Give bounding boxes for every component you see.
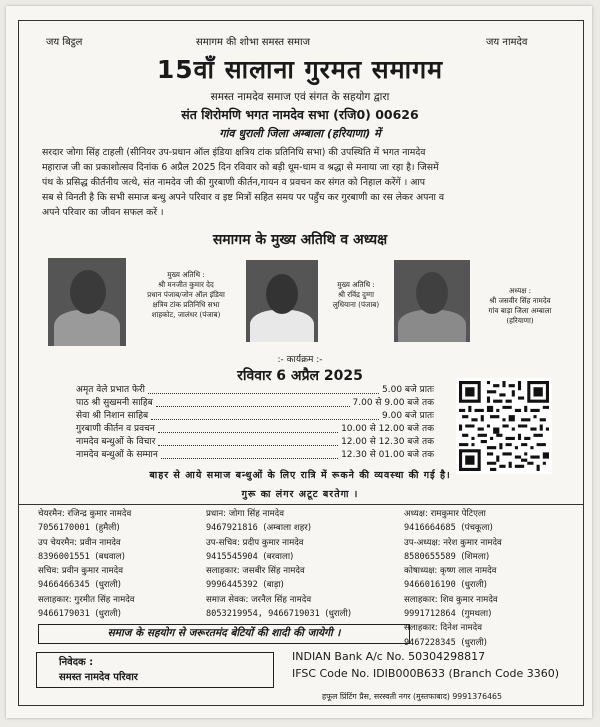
member-title: प्रधान: जोगा सिंह नामदेव: [206, 509, 285, 519]
schedule-time: 5.00 बजे प्रातः: [382, 385, 434, 395]
member-mobile: 9416664685: [404, 523, 456, 534]
member-mobile: 9466466345: [38, 580, 90, 591]
header-left: जय बिट्ठल: [46, 37, 83, 48]
member-place: (शिमला): [461, 551, 490, 562]
member-title: सलाहकार: दिनेश नामदेव: [404, 623, 483, 634]
member-place: (बाड़ा): [263, 580, 284, 591]
guest-role: अध्यक्ष :: [508, 286, 532, 295]
schedule-row: [76, 397, 434, 410]
member-mobile: 8396001551: [38, 551, 90, 562]
nivedak-name: समस्त नामदेव परिवार: [59, 672, 138, 683]
schedule-row: [76, 436, 434, 449]
schedule-time: 12.30 से 01.00 बजे तक: [341, 450, 434, 460]
member-mobile: 9467921816: [206, 523, 258, 534]
guest-photo-2: [246, 260, 318, 342]
bank-ifsc: IFSC Code No. IDIB000B633 (Branch Code 3360): [292, 667, 560, 680]
member-place: (गुमथला): [461, 609, 492, 620]
header-right: जय नामदेव: [486, 37, 528, 48]
schedule-row: [76, 423, 434, 436]
committee-column-1: [38, 507, 135, 621]
schedule-item: पाठ श्री सुखमनी साहिब: [76, 398, 153, 408]
member-place: (हुमैली): [95, 523, 120, 534]
invitation-paragraph: [42, 145, 562, 220]
member-mobile: 9467228345: [404, 637, 456, 648]
program-date: रविवार 6 अप्रैल 2025: [237, 368, 363, 384]
guest-caption-3: [470, 286, 570, 326]
schedule-item: नामदेव बन्धुओं के विचार: [76, 437, 156, 447]
schedule-item: गुरबाणी कीर्तन व प्रवचन: [76, 424, 155, 434]
member-place: (धुराली): [95, 609, 122, 620]
program-schedule: [76, 384, 434, 462]
member-title: उप चेयरमैन: प्रवीन नामदेव: [38, 537, 121, 548]
member-title: सलाहकार: जसबीर सिंह नामदेव: [206, 566, 305, 577]
paragraph-line: सरदार जोगा सिंह टाहली (सीनियर उप-प्रधान ऑल इंडिया क्षत्रिय टांक प्रतिनिधि सभा) की उपस्थिति में भगत नामदेव: [42, 147, 426, 158]
member-title: सलाहकार: गुरमीत सिंह नामदेव: [38, 594, 135, 605]
guest-line: (हरियाणा): [506, 316, 534, 325]
subtitle-venue: गांव धुराली जिला अम्बाला (हरियाणा) में: [219, 127, 381, 140]
member-title: कोषाध्यक्ष: कृष्ण लाल नामदेव: [404, 566, 497, 577]
guest-line: श्री रविंद्र दुग्गा: [338, 290, 374, 299]
section-divider: [18, 504, 584, 505]
nivedak-box: [36, 652, 274, 688]
guest-photo-3: [394, 260, 470, 342]
member-place: (धुराली): [95, 580, 122, 591]
guest-line: गांव बाड़ा जिला अम्बाला: [488, 306, 552, 315]
member-title: सचिव: प्रवीन कुमार नामदेव: [38, 566, 123, 577]
marriage-support-banner: समाज के सहयोग से जरूरतमंद बेटियों की शादी की जायेगी ।: [38, 624, 410, 644]
program-label: :- कार्यक्रम :-: [277, 355, 323, 365]
guest-line: प्रधान पंजाब/जोन ऑल इंडिया: [147, 290, 225, 299]
guest-role: मुख्य अतिथि :: [337, 280, 375, 289]
guest-line: श्री जसवीर सिंह नामदेव: [489, 296, 551, 305]
member-place: (बरवाला): [263, 551, 294, 562]
member-mobile: 8053219954, 9466719031: [206, 609, 320, 620]
paragraph-line: सब से विनती है कि सभी समाज बन्धु अपने परिवार व इष्ट मित्रों सहित समय पर पहुँच कर गुरबाणी का रस लेकर अपना व: [42, 192, 445, 203]
nivedak-label: निवेदक :: [59, 657, 94, 668]
member-mobile: 9996445392: [206, 580, 258, 591]
member-title: उप-अध्यक्ष: नरेश कुमार नामदेव: [404, 537, 502, 548]
header-center: समागम की शोभा समस्त समाज: [196, 37, 311, 48]
paragraph-line: पंथ के प्रसिद्ध कीर्तनीय जत्थे, संत नामदेव जी की गुरबाणी कीर्तन,गायन व प्रवचन कर संगत को निहाल करेंगें । आप: [42, 177, 425, 188]
schedule-row: [76, 449, 434, 462]
guest-line: क्षत्रिय टांक प्रतिनिधि सभा: [152, 300, 220, 309]
guest-caption-1: [126, 270, 246, 320]
member-mobile: 9991712864: [404, 609, 456, 620]
member-place: (पंचकूला): [461, 523, 493, 534]
committee-column-3: [404, 507, 502, 650]
subtitle-organization: संत शिरोमणि भगत नामदेव सभा (रजि0) 00626: [181, 107, 419, 122]
schedule-time: 12.00 से 12.30 बजे तक: [341, 437, 434, 447]
subtitle-sponsor: समस्त नामदेव समाज एवं संगत के सहयोग द्वारा: [210, 91, 390, 103]
schedule-row: [76, 410, 434, 423]
member-mobile: 9415545904: [206, 551, 258, 562]
committee-column-2: [206, 507, 351, 621]
member-title: चेयरमैन: रजिन्द्र कुमार नामदेव: [38, 509, 132, 519]
guest-role: मुख्य अतिथि :: [167, 270, 205, 279]
schedule-time: 10.00 से 12.00 बजे तक: [341, 424, 434, 434]
qr-code[interactable]: [456, 378, 552, 474]
schedule-time: 9.00 बजे प्रातः: [382, 411, 434, 421]
member-mobile: 9466016190: [404, 580, 456, 591]
member-mobile: 8580655589: [404, 551, 456, 562]
poster-title: 15वाँ सालाना गुरमत समागम: [156, 55, 444, 84]
guest-line: श्री मनजीत कुमार देद: [158, 280, 214, 289]
guest-photo-1: [48, 258, 126, 346]
langar-notice: गुरू का लंगर अटूट बरतेगा ।: [241, 489, 359, 500]
paragraph-line: महाराज जी का प्रकाशोत्सव दिनांक 6 अप्रैल 2025 दिन रविवार को बड़ी धूम-धाम व श्रद्धा से मनाया जा रहा है। जिसमें: [42, 162, 439, 173]
guest-line: लुधियाना (पंजाब): [332, 300, 380, 309]
member-place: (धुराली): [461, 637, 488, 648]
bank-details: [292, 648, 559, 682]
guest-line: शाहकोट, जालंधर (पंजाब): [151, 310, 221, 319]
member-place: (धुराली): [461, 580, 488, 591]
member-title: सलाहकार: शिव कुमार नामदेव: [404, 594, 498, 605]
member-place: (धुराली): [325, 609, 352, 620]
schedule-item: अमृत वेले प्रभात फेरी: [76, 385, 145, 395]
stay-notice: बाहर से आये समाज बन्धुओं के लिए रात्रि में रूकने की व्यवस्था की गई है।: [149, 470, 451, 481]
schedule-item: नामदेव बन्धुओं के सम्मान: [76, 450, 158, 460]
qr-code-graphic: [459, 381, 549, 471]
member-mobile: 9466179031: [38, 609, 90, 620]
guests-heading: समागम के मुख्य अतिथि व अध्यक्ष: [212, 232, 388, 248]
schedule-item: सेवा श्री निशान साहिब: [76, 411, 149, 421]
member-place: (बधवाल): [95, 551, 125, 562]
schedule-time: 7.00 से 9.00 बजे तक: [352, 398, 434, 408]
member-title: उप-सचिव: प्रदीप कुमार नामदेव: [206, 537, 304, 548]
member-title: अध्यक्ष: रामकुमार पेटिएला: [404, 509, 486, 519]
member-mobile: 7056170001: [38, 523, 90, 534]
schedule-row: [76, 384, 434, 397]
printer-credit: हफूल प्रिंटिंग प्रैस, सरस्वती नगर (मुस्तफाबाद) 9991376465: [322, 692, 502, 701]
bank-account: INDIAN Bank A/c No. 50304298817: [292, 650, 486, 663]
guest-caption-2: [316, 280, 396, 310]
paragraph-line: अपने परिवार का जीवन सफल करें ।: [42, 207, 164, 218]
member-place: (अम्बाला शहर): [263, 523, 312, 534]
member-title: समाज सेवक: जरनैल सिंह नामदेव: [206, 594, 312, 605]
